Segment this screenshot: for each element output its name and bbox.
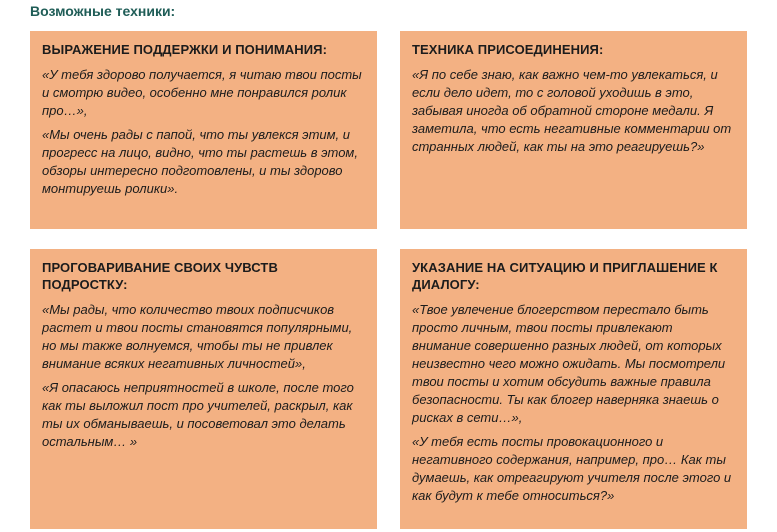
card-quote: «Твое увлечение блогерством перестало быть просто личным, твои посты привлекают внимание совершенно разных людей, от которых неизвестно чего можно ожидать. Мы посмотрели твои посты и хотим обсудить важные правила безопасности. Ты как блогер наверняка знаешь о рисках в сети…», <box>412 302 726 425</box>
card-quote: «У тебя есть посты провокационного и негативного содержания, например, про… Как ты думаешь, как отреагируют учителя после этого и как будут к тебе относиться?» <box>412 434 732 503</box>
card-quote: «Мы рады, что количество твоих подписчиков растет и твои посты становятся популярными, но мы также волнуемся, чтобы ты не привлек внимание всяких негативных личностей», <box>42 302 353 371</box>
technique-card-feelings <box>30 249 377 529</box>
card-quote: «У тебя здорово получается, я читаю твои посты и смотрю видео, особенно мне понравился ролик про…», <box>42 67 362 118</box>
technique-card-support <box>30 31 377 229</box>
technique-card-joining <box>400 31 747 229</box>
card-title: ПРОГОВАРИВАНИЕ СВОИХ ЧУВСТВ ПОДРОСТКУ: <box>42 260 278 292</box>
card-quote: «Мы очень рады с папой, что ты увлекся этим, и прогресс на лицо, видно, что ты растешь в этом, обзоры интересно подготовлены, и ты здорово монтируешь ролики». <box>42 127 358 196</box>
card-quote: «Я по себе знаю, как важно чем-то увлекаться, и если дело идет, то с головой уходишь в это, забывая иногда об обратной стороне медали. Я заметила, что есть негативные комментарии от странных людей, как ты на это реагируешь?» <box>412 67 732 154</box>
page-heading: Возможные техники: <box>30 3 176 19</box>
technique-card-dialogue <box>400 249 747 529</box>
card-title: ВЫРАЖЕНИЕ ПОДДЕРЖКИ И ПОНИМАНИЯ: <box>42 42 328 57</box>
card-title: УКАЗАНИЕ НА СИТУАЦИЮ И ПРИГЛАШЕНИЕ К ДИАЛОГУ: <box>412 260 718 292</box>
card-quote: «Я опасаюсь неприятностей в школе, после того как ты выложил пост про учителей, раскрыл, как ты их обманываешь, и посоветовал это делать остальным… » <box>42 380 354 449</box>
card-title: ТЕХНИКА ПРИСОЕДИНЕНИЯ: <box>412 42 604 57</box>
